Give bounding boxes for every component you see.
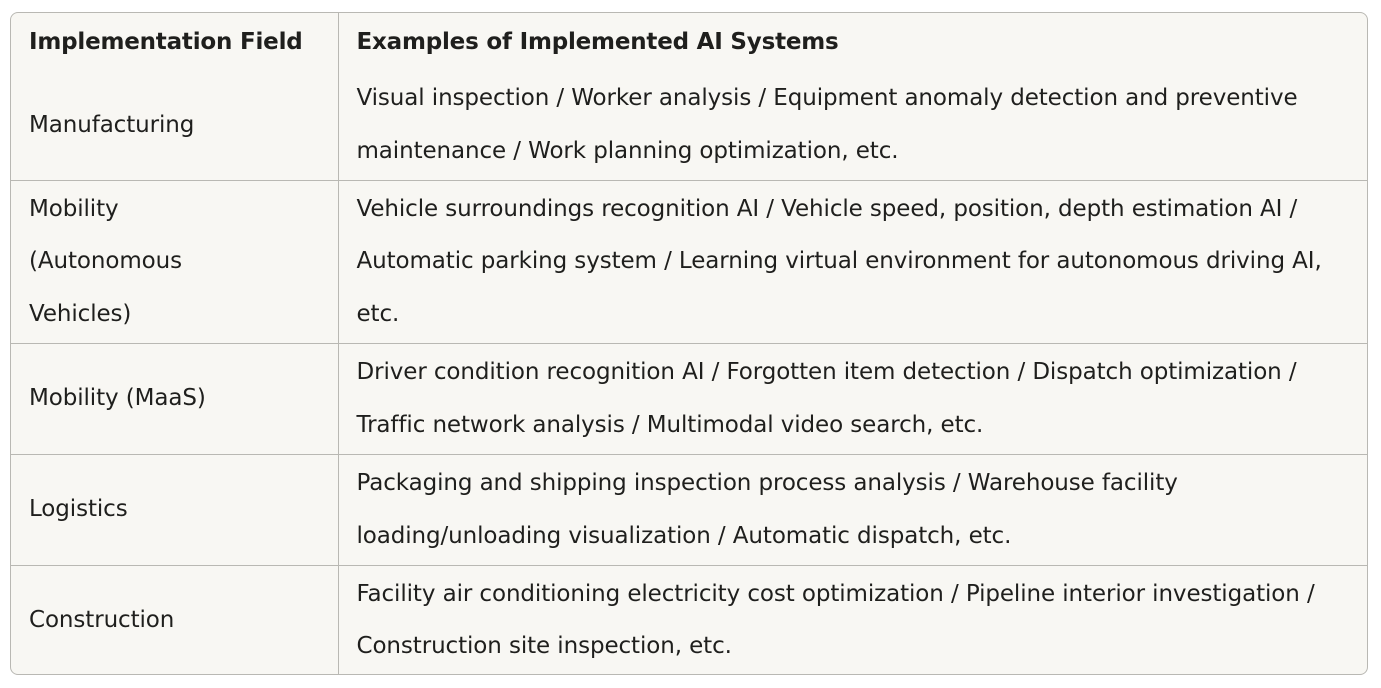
table-row	[11, 565, 1367, 675]
header-implementation-field: Implementation Field	[11, 13, 338, 70]
field-cell: Mobility (MaaS)	[11, 343, 338, 454]
table-row	[11, 343, 1367, 454]
field-cell: Manufacturing	[11, 70, 338, 180]
table	[11, 13, 1367, 675]
table-header-row	[11, 13, 1367, 70]
examples-cell: Driver condition recognition AI / Forgotten item detection / Dispatch optimization / Traffic network analysis / Multimodal video search, etc.	[338, 343, 1367, 454]
field-cell: Logistics	[11, 454, 338, 565]
examples-cell: Vehicle surroundings recognition AI / Vehicle speed, position, depth estimation AI / Automatic parking system / Learning virtual environment for autonomous driving AI, etc.	[338, 180, 1367, 343]
ai-systems-table	[10, 12, 1368, 675]
header-examples: Examples of Implemented AI Systems	[356, 28, 839, 55]
table-row	[11, 454, 1367, 565]
examples-cell: Visual inspection / Worker analysis / Equipment anomaly detection and preventive maintenance / Work planning optimization, etc.	[356, 85, 1298, 164]
table-row	[11, 70, 1367, 180]
table-row	[11, 180, 1367, 343]
field-cell: Mobility (Autonomous Vehicles)	[11, 180, 338, 343]
examples-cell: Facility air conditioning electricity cost optimization / Pipeline interior investigation / Construction site inspection, etc.	[338, 565, 1367, 675]
field-cell: Construction	[11, 565, 338, 675]
examples-cell: Packaging and shipping inspection process analysis / Warehouse facility loading/unloading visualization / Automatic dispatch, etc.	[338, 454, 1367, 565]
